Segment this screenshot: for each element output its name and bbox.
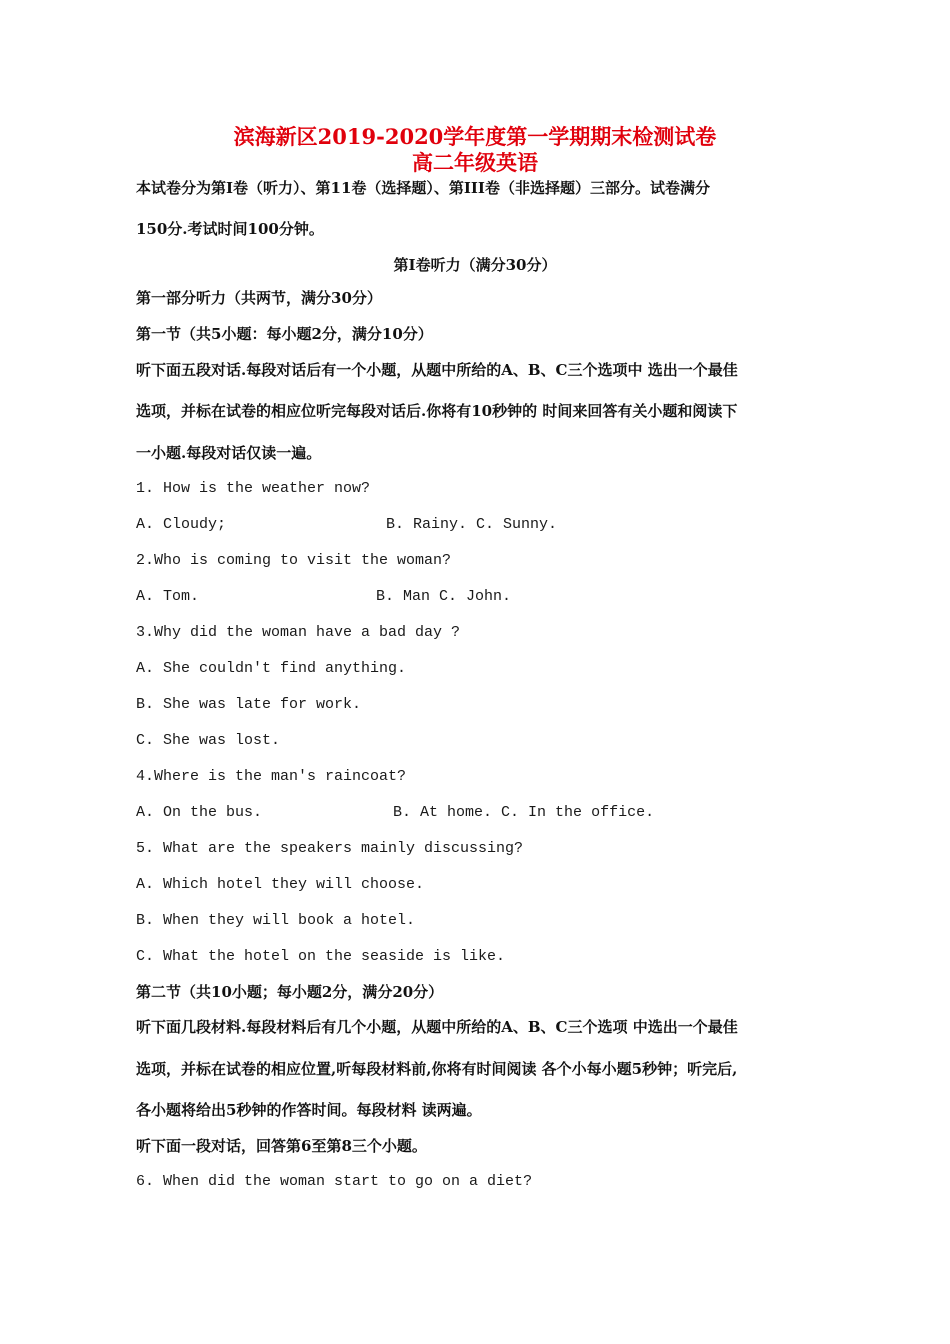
option-a: A. Cloudy;: [136, 516, 227, 533]
exam-subtitle: 高二年级英语: [412, 150, 538, 175]
option-b-c: B. Rainy. C. Sunny.: [386, 516, 558, 533]
option-a: A. On the bus.: [136, 804, 263, 821]
option-c: C. What the hotel on the seaside is like.: [136, 948, 506, 965]
instruction-line: 各小题将给出5秒钟的作答时间。每段材料 读两遍。: [136, 1101, 482, 1119]
option-b: B. When they will book a hotel.: [136, 912, 416, 929]
intro-line-1: 本试卷分为第I卷（听力）、第11卷（选择题）、第III卷（非选择题）三部分。试卷满分: [136, 179, 710, 197]
question-1-options: [136, 515, 557, 535]
question-1: 1. How is the weather now?: [136, 480, 371, 497]
instruction-line: 选项，并标在试卷的相应位听完每段对话后.你将有10秒钟的 时间来回答有关小题和阅读下: [136, 402, 738, 420]
instruction-line: 选项，并标在试卷的相应位置,听每段材料前,你将有时间阅读 各个小每小题5秒钟；听完后,: [136, 1060, 738, 1078]
question-4: 4.Where is the man's raincoat?: [136, 768, 407, 785]
subsection-2-heading: 第二节（共10小题；每小题2分，满分20分）: [136, 983, 444, 1001]
question-2-options: [136, 587, 511, 607]
subsection-1-heading: 第一节（共5小题：每小题2分，满分10分）: [136, 325, 433, 343]
question-4-options: [136, 803, 654, 823]
instruction-line: 一小题.每段对话仅读一遍。: [136, 444, 322, 462]
question-6: 6. When did the woman start to go on a diet?: [136, 1173, 533, 1190]
option-b-c: B. Man C. John.: [376, 588, 512, 605]
question-2: 2.Who is coming to visit the woman?: [136, 552, 452, 569]
option-c: C. She was lost.: [136, 732, 281, 749]
option-a: A. Tom.: [136, 588, 200, 605]
option-a: A. She couldn't find anything.: [136, 660, 407, 677]
instruction-line: 听下面几段材料.每段材料后有几个小题，从题中所给的A、B、C三个选项 中选出一个最佳: [136, 1018, 738, 1036]
option-a: A. Which hotel they will choose.: [136, 876, 425, 893]
intro-line-2: 150分.考试时间100分钟。: [136, 220, 324, 238]
exam-title: 滨海新区2019-2020学年度第一学期期末检测试卷: [233, 124, 717, 149]
instruction-line: 听下面五段对话.每段对话后有一个小题，从题中所给的A、B、C三个选项中 选出一个最佳: [136, 361, 738, 379]
section-1-heading: 第I卷听力（满分30分）: [393, 256, 557, 274]
question-3: 3.Why did the woman have a bad day ?: [136, 624, 461, 641]
question-5: 5. What are the speakers mainly discussing?: [136, 840, 524, 857]
part-1-heading: 第一部分听力（共两节，满分30分）: [136, 289, 382, 307]
option-b-c: B. At home. C. In the office.: [393, 804, 655, 821]
group-intro: 听下面一段对话，回答第6至第8三个小题。: [136, 1137, 427, 1155]
option-b: B. She was late for work.: [136, 696, 362, 713]
